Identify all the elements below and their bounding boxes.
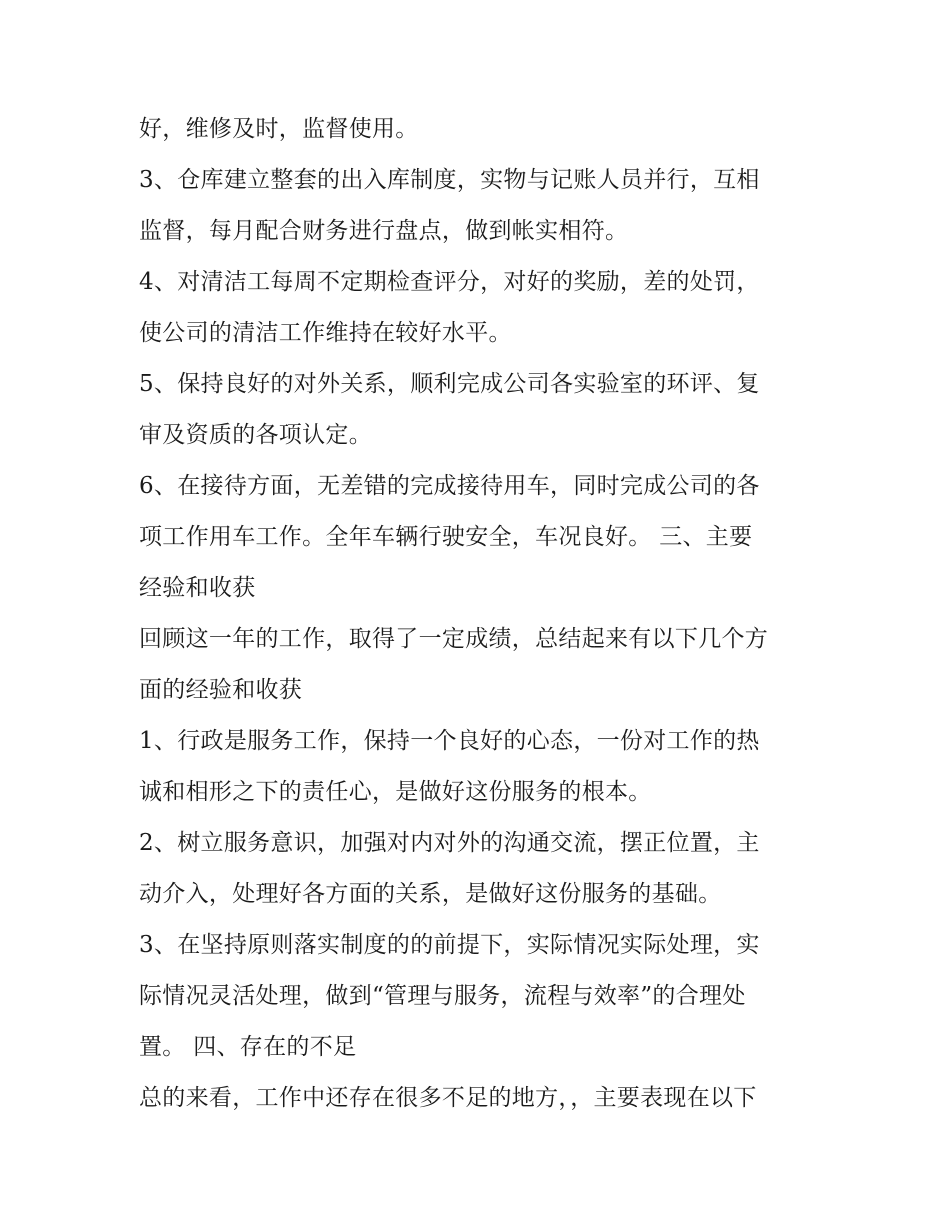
text-line: 际情况灵活处理，做到“管理与服务，流程与效率”的合理处	[139, 983, 746, 1009]
text-line: 好，维修及时，监督使用。	[139, 116, 419, 142]
document-body	[139, 104, 829, 1124]
text-line: 使公司的清洁工作维持在较好水平。	[139, 320, 512, 346]
text-line: 审及资质的各项认定。	[139, 422, 372, 448]
text-line: 置。 四、存在的不足	[139, 1034, 357, 1060]
text-line: 回顾这一年的工作，取得了一定成绩，总结起来有以下几个方	[139, 626, 769, 652]
text-line: 3、仓库建立整套的出入库制度，实物与记账人员并行，互相	[139, 167, 760, 193]
text-line: 诚和相形之下的责任心，是做好这份服务的根本。	[139, 779, 652, 805]
text-line: 监督，每月配合财务进行盘点，做到帐实相符。	[139, 218, 629, 244]
text-line: 1、行政是服务工作，保持一个良好的心态，一份对工作的热	[139, 728, 760, 754]
text-line: 项工作用车工作。全年车辆行驶安全，车况良好。 三、主要	[139, 524, 753, 550]
text-line: 4、对清洁工每周不定期检查评分，对好的奖励，差的处罚，	[139, 269, 760, 295]
text-line: 5、保持良好的对外关系，顺利完成公司各实验室的环评、复	[139, 371, 760, 397]
text-line: 动介入，处理好各方面的关系，是做好这份服务的基础。	[139, 881, 722, 907]
text-line: 面的经验和收获	[139, 677, 303, 703]
text-line: 总的来看，工作中还存在很多不足的地方，，主要表现在以下	[139, 1085, 757, 1111]
text-line: 6、在接待方面，无差错的完成接待用车，同时完成公司的各	[139, 473, 760, 499]
text-line: 2、树立服务意识，加强对内对外的沟通交流，摆正位置，主	[139, 830, 760, 856]
text-line: 3、在坚持原则落实制度的的前提下，实际情况实际处理，实	[139, 932, 760, 958]
text-line: 经验和收获	[139, 575, 256, 601]
